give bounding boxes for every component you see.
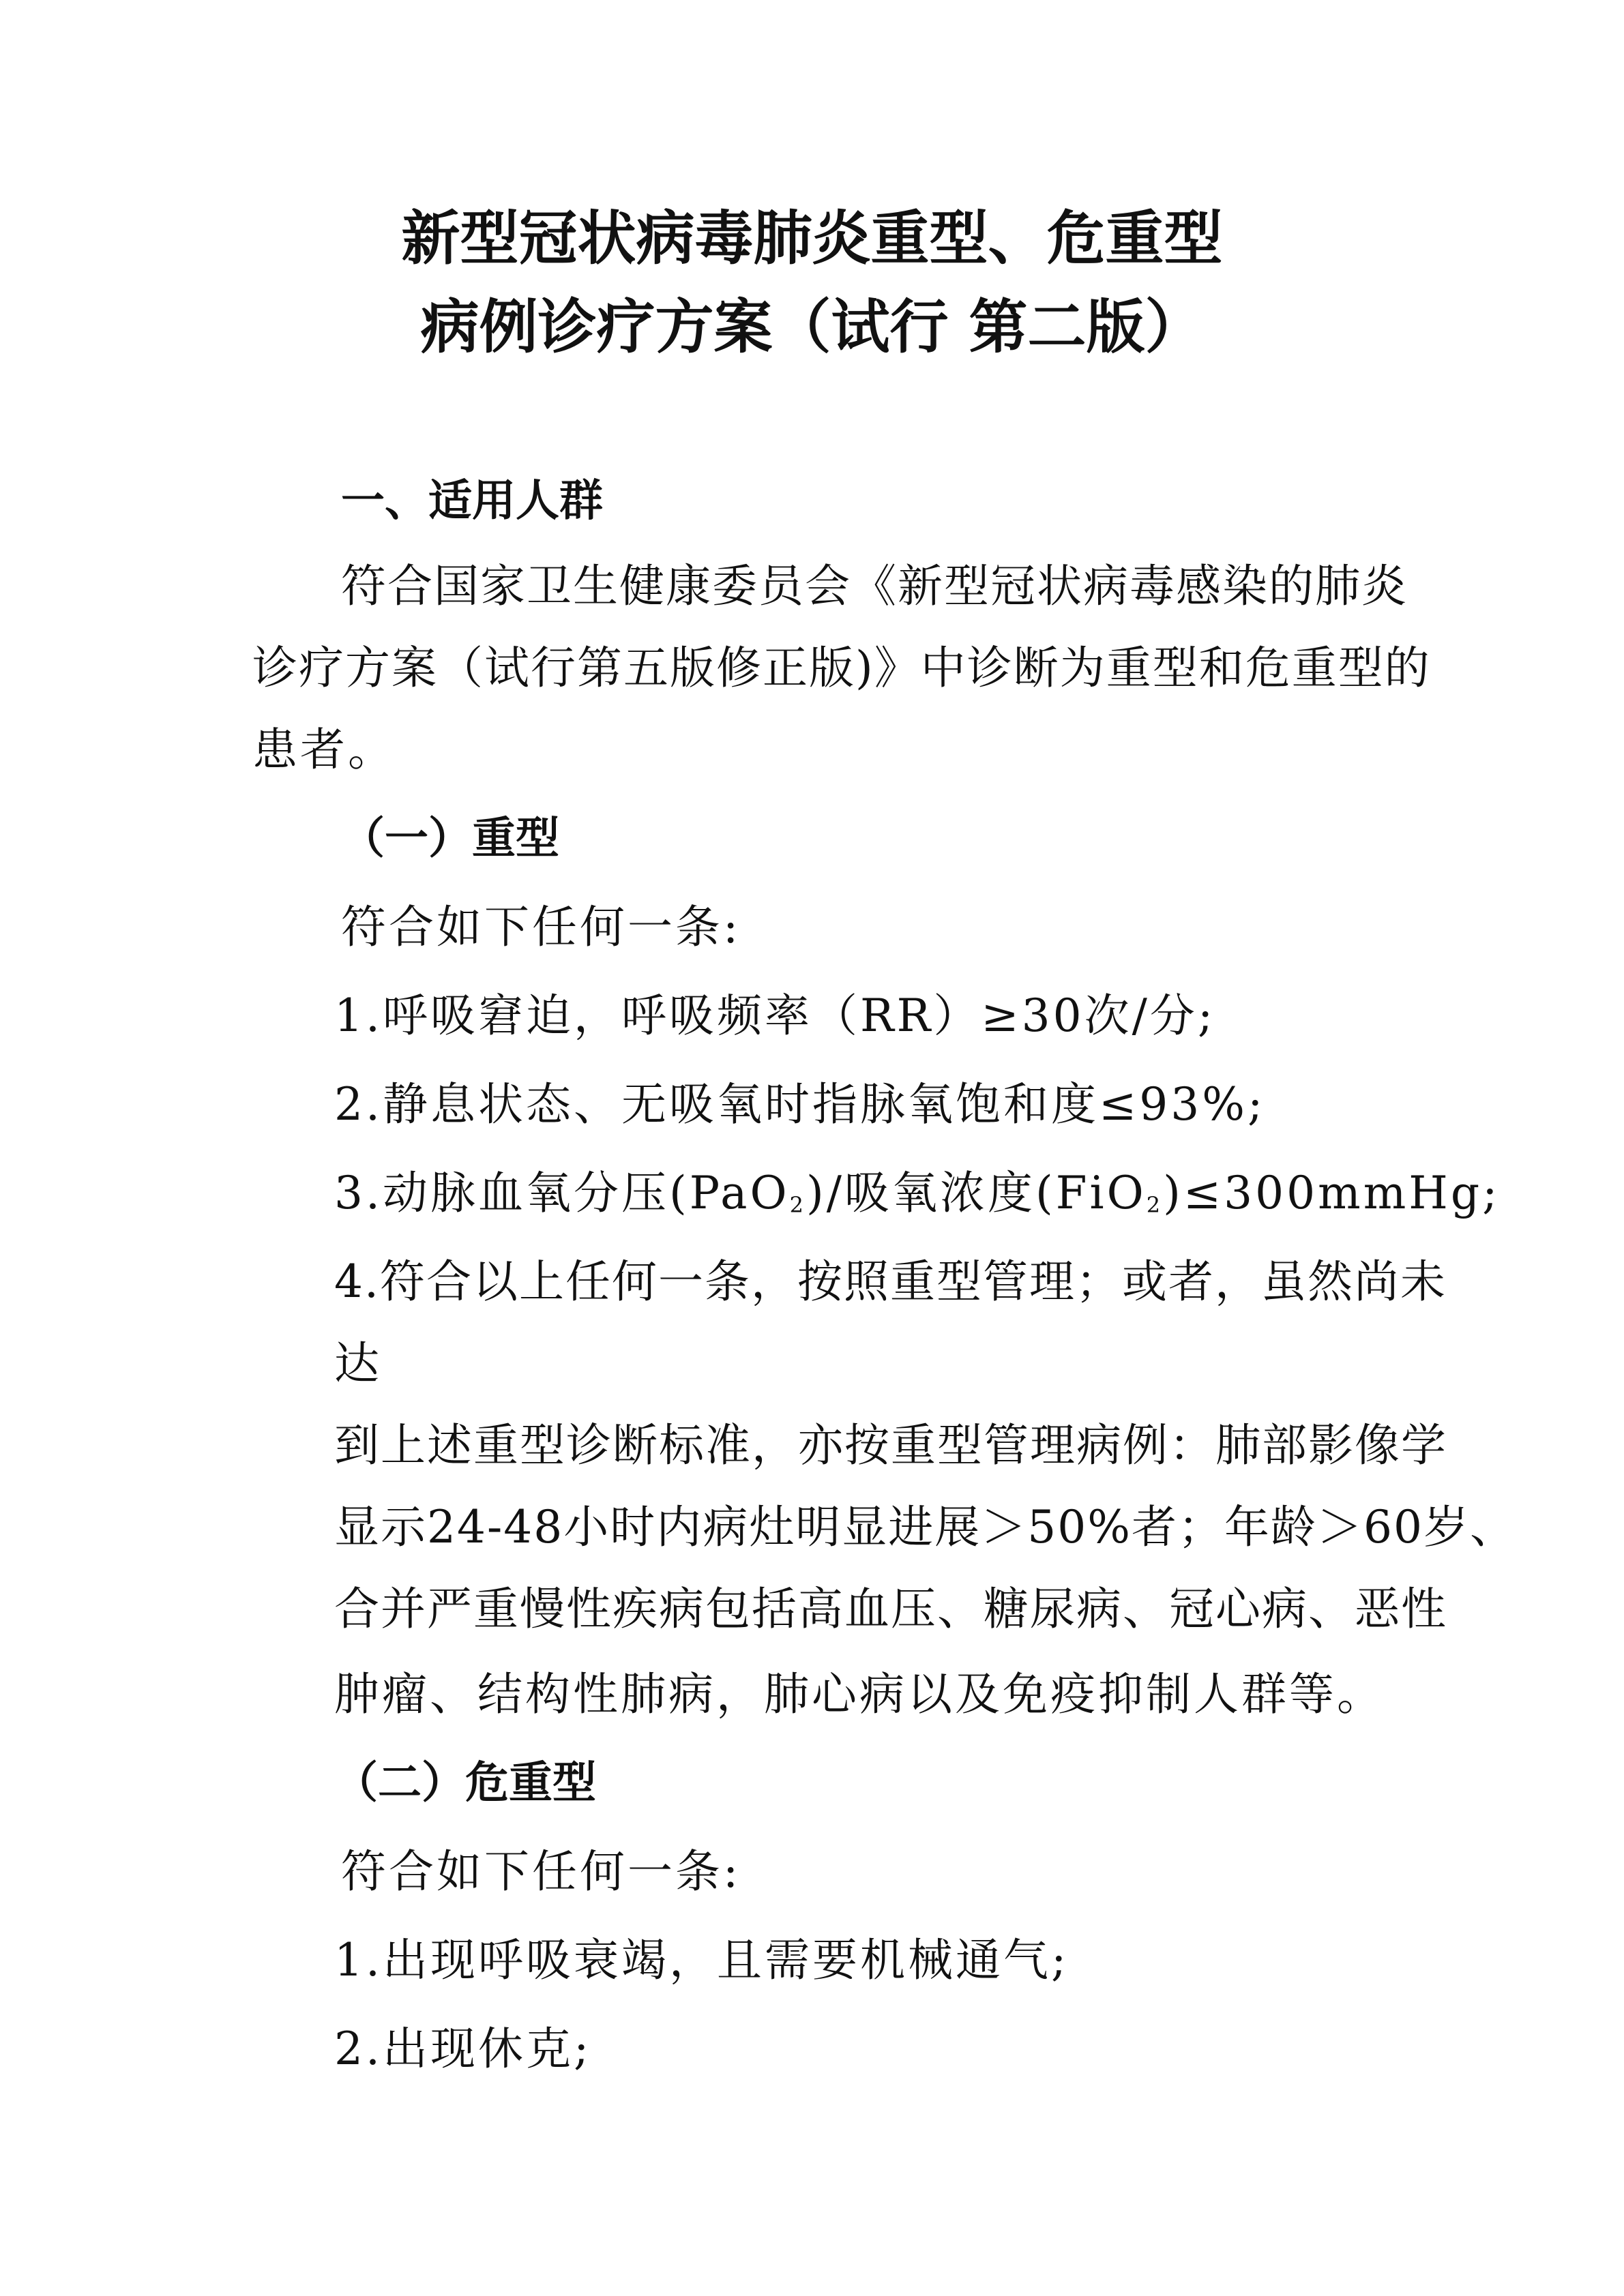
paragraph-line: 患者。 bbox=[252, 724, 396, 776]
criterion-item: 2.静息状态、无吸氧时指脉氧饱和度≤93%; bbox=[334, 1078, 1266, 1131]
criterion-item-line: 达 bbox=[334, 1337, 382, 1390]
criterion-text-part: )≤300mmHg; bbox=[1163, 1167, 1501, 1219]
document-title-line-1: 新型冠状病毒肺炎重型、危重型 bbox=[401, 205, 1223, 273]
paragraph-line: 诊疗方案（试行第五版修正版)》中诊断为重型和危重型的 bbox=[252, 642, 1431, 694]
subscript: 2 bbox=[1146, 1192, 1164, 1218]
criterion-item: 1.呼吸窘迫，呼吸频率（RR）≥30次/分; bbox=[334, 989, 1216, 1042]
criterion-item bbox=[334, 1166, 1500, 1221]
criterion-item-line: 显示24-48小时内病灶明显进展＞50%者；年龄＞60岁、 bbox=[334, 1501, 1516, 1553]
criterion-item-line: 4.符合以上任何一条，按照重型管理；或者，虽然尚未 bbox=[334, 1255, 1447, 1308]
subscript: 2 bbox=[789, 1192, 806, 1218]
document-title-line-2: 病例诊疗方案（试行 第二版） bbox=[420, 293, 1204, 361]
criterion-item: 1.出现呼吸衰竭，且需要机械通气; bbox=[334, 1934, 1069, 1986]
section-heading-applicable-population: 一、适用人群 bbox=[341, 476, 603, 526]
paragraph-line: 符合国家卫生健康委员会《新型冠状病毒感染的肺炎 bbox=[341, 560, 1408, 612]
criterion-text-part: 3.动脉血氧分压(PaO bbox=[334, 1167, 790, 1219]
subsection-heading-critical: （二）危重型 bbox=[334, 1758, 596, 1808]
subsection-heading-severe: （一）重型 bbox=[341, 814, 559, 864]
criterion-item: 2.出现休克; bbox=[334, 2023, 592, 2075]
criterion-item-line: 肿瘤、结构性肺病，肺心病以及免疫抑制人群等。 bbox=[334, 1668, 1385, 1720]
criteria-intro: 符合如下任何一条: bbox=[341, 901, 741, 953]
criteria-intro: 符合如下任何一条: bbox=[341, 1845, 741, 1898]
criterion-item-line: 到上述重型诊断标准，亦按重型管理病例：肺部影像学 bbox=[334, 1419, 1447, 1472]
criterion-text-part: )/吸氧浓度(FiO bbox=[806, 1167, 1147, 1219]
criterion-item-line: 合并严重慢性疾病包括高血压、糖尿病、冠心病、恶性 bbox=[334, 1583, 1447, 1635]
